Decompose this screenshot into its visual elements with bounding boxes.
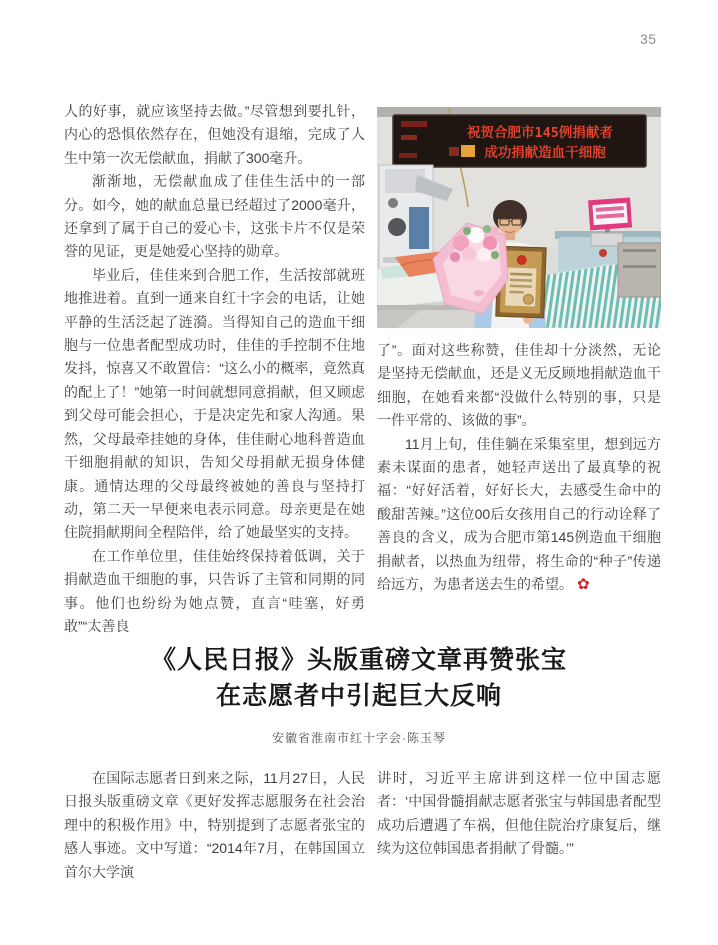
article-photo xyxy=(377,107,661,328)
page-number: 35 xyxy=(640,31,657,47)
paragraph: 渐渐地，无偿献血成了佳佳生活中的一部分。如今，她的献血总量已经超过了2000毫升，还拿到了属于自己的爱心卡，这张卡片不仅是荣誉的见证，更是她爱心坚持的勋章。 xyxy=(64,173,365,260)
paragraph: 了”。面对这些称赞，佳佳却十分淡然，无论是坚持无偿献血，还是义无反顾地捐献造血干细胞，在她看来都“没做什么特别的事，只是一件平常的、该做的事”。 xyxy=(377,342,661,429)
paragraph: 毕业后，佳佳来到合肥工作，生活按部就班地推进着。直到一通来自红十字会的电话，让她平静的生活泛起了涟漪。当得知自己的造血干细胞与一位患者配型成功时，佳佳的手控制不住地发抖，惊喜又不敢置信：“这么小的概率，竟然真的配上了！”她第一时间就想同意捐献，但又顾虑到父母可能会担心，于是决定先和家人沟通。果然，父母最牵挂她的身体，佳佳耐心地科普造血干细胞捐献的知识，告知父母捐献无损身体健康。通情达理的父母最终被她的善良与坚持打动，第二天一早便来电表示同意。母亲更是在她住院捐献期间全程陪伴，给了她最坚实的支持。 xyxy=(64,266,365,541)
article2-right-column xyxy=(377,767,661,861)
article2-headline xyxy=(0,642,718,714)
headline-line2: 在志愿者中引起巨大反响 xyxy=(215,682,502,710)
paragraph: 在国际志愿者日到来之际，11月27日，人民日报头版重磅文章《更好发挥志愿服务在社会治理中的积极作用》中，特别提到了志愿者张宝的感人事迹。文中写道：“2014年7月，在韩国国立首尔大学演 xyxy=(64,770,365,880)
pink-wall-sign xyxy=(588,197,632,230)
paragraph: 在工作单位里，佳佳始终保持着低调，关于捐献造血干细胞的事，只告诉了主管和同期的同事。他们也纷纷为她点赞，直言“哇塞，好勇敢”“太善良 xyxy=(64,547,365,634)
paragraph: 人的好事，就应该坚持去做。”尽管想到要扎针，内心的恐惧依然存在，但她没有退缩，完成了人生中第一次无偿献血，捐献了300毫升。 xyxy=(64,103,365,166)
censored-name-block xyxy=(461,145,475,157)
article1-right-column xyxy=(377,100,661,596)
paragraph: 11月上旬，佳佳躺在采集室里，想到远方素未谋面的患者，她轻声送出了最真挚的祝福：“好好活着，好好长大，去感受生命中的酸甜苦辣。”这位00后女孩用自己的行动诠释了善良的含义，成为合肥市第145例造血干细胞捐献者，以热血为纽带，将生命的“种子”传递给远方，为患者送去生的希望。 ✿ xyxy=(377,435,661,594)
article2-byline: 安徽省淮南市红十字会·陈玉琴 xyxy=(272,731,446,745)
article1-left-column xyxy=(64,100,365,638)
end-of-article-mark: ✿ xyxy=(577,576,590,594)
paragraph: 讲时，习近平主席讲到这样一位中国志愿者：‘中国骨髓捐献志愿者张宝与韩国患者配型成功后遭遇了车祸，但他住院治疗康复后，继续为这位韩国患者捐献了骨髓。’” xyxy=(377,770,661,857)
headline-line1: 《人民日报》头版重磅文章再赞张宝 xyxy=(150,646,567,674)
article2-left-column xyxy=(64,767,365,884)
led-banner xyxy=(393,115,646,167)
led-banner-line1: 祝贺合肥市145例捐献者 xyxy=(467,125,613,141)
led-banner-line2: 成功捐献造血干细胞 xyxy=(484,145,606,161)
